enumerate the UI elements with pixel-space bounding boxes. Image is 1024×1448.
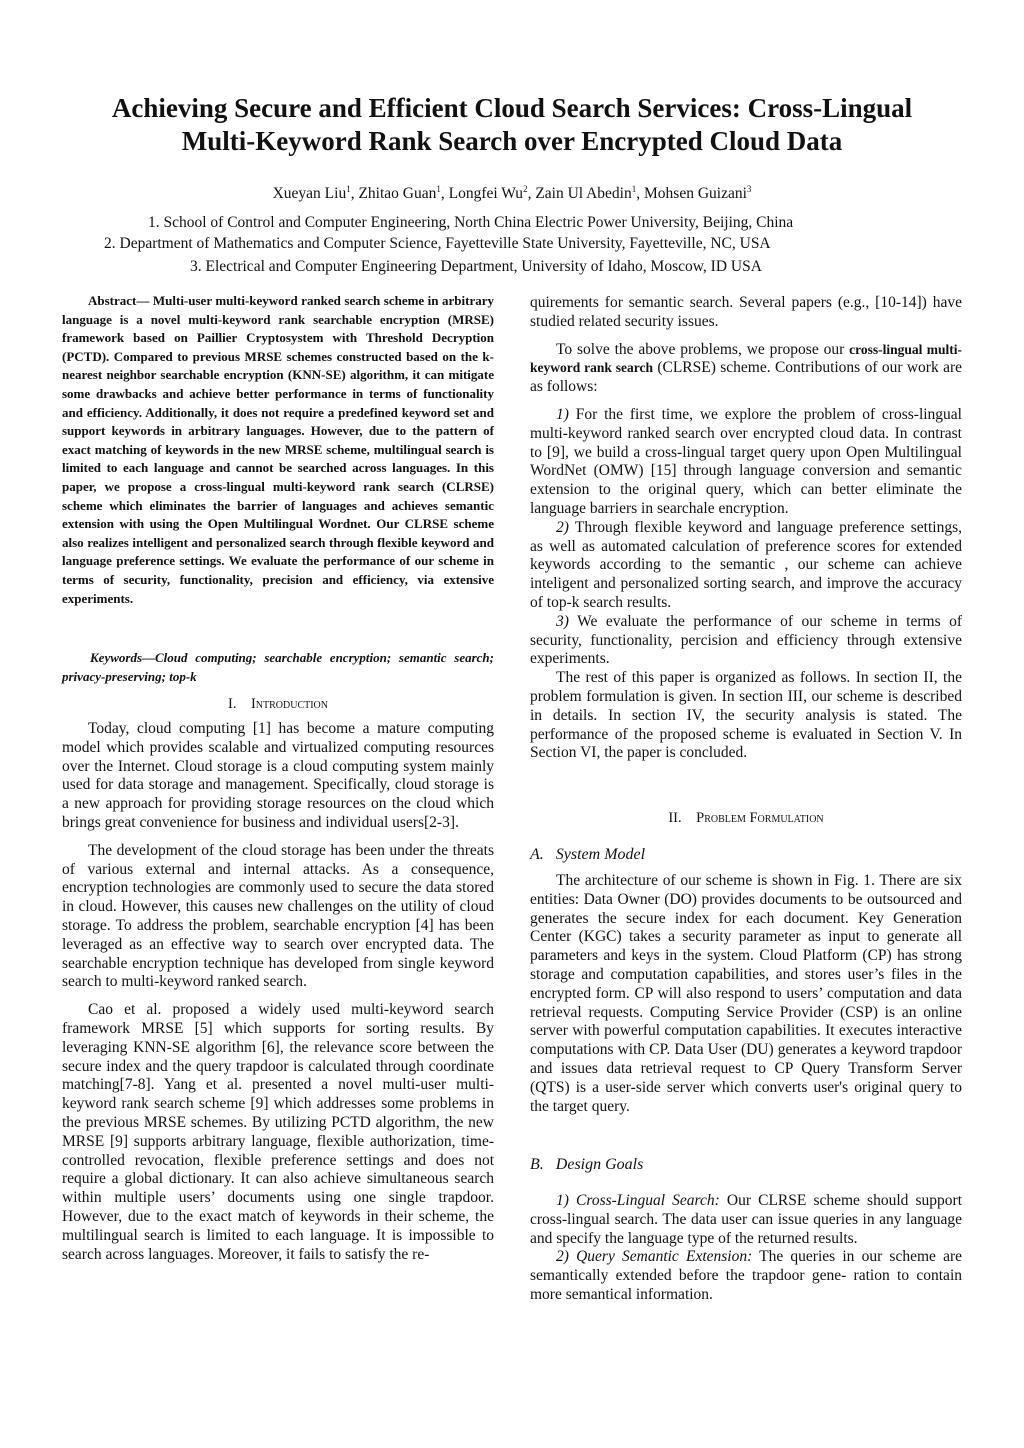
subsection-title: System Model (555, 846, 646, 863)
author-affiliation-mark: 1 (346, 183, 351, 194)
design-goal-label: 2) Query Semantic Extension: (556, 1248, 753, 1266)
contribution-item (530, 613, 962, 669)
text-run-bold: cross-lingual multi-keyword rank search (530, 341, 963, 376)
design-goal-item (530, 1248, 962, 1304)
section-title: Introduction (250, 696, 328, 712)
text-run: To solve the above problems, we propose our (556, 340, 850, 358)
contribution-item (530, 406, 962, 519)
author-name: Mohsen Guizani (644, 185, 747, 202)
author-name: Xueyan Liu (272, 185, 347, 202)
author-affiliation-mark: 3 (746, 183, 752, 194)
section-number: I. (227, 696, 237, 712)
item-number: 1) (556, 405, 569, 423)
subsection-heading-design-goals (530, 1156, 643, 1174)
item-number: 3) (556, 612, 569, 630)
paragraph: The architecture of our scheme is shown in Fig. 1. There are six entities: Data Owner (DO) provides documents to be outsourced and generates the secure index for each document. Key Generation Center (KGC) takes a security parameter as input to generate all parameters and keys in the system. Cloud Platform (CP) has strong storage and computation capabilities, and stores user’s files in the encrypted form. CP will also respond to users’ computation and data retrieval requests. Computing Service Provider (CSP) is an online server with powerful computation capabilities. It executes interactive computations with CP. Data User (DU) generates a keyword trapdoor and issues data retrieval request to CP Query Transform Server (QTS) is a user-side server which converts user's original query to the target query. (530, 872, 962, 1115)
author-name: Zain Ul Abedin (535, 185, 632, 202)
section-heading-introduction (62, 696, 494, 713)
keywords-text: —Cloud computing; searchable encryption; semantic search; privacy-preserving; top-k (62, 650, 494, 684)
paragraph: The development of the cloud storage has been under the threats of various external and internal attacks. As a consequence, encryption technologies are commonly used to secure the data stored in cloud. However, this causes new challenges on the utility of cloud storage. To address the problem, searchable encryption [4] has been leveraged as an effective way to search over encrypted data. The searchable encryption technique has developed from single keyword search to multi-keyword ranked search. (62, 841, 494, 991)
subsection-number: B. (530, 1156, 544, 1173)
affiliation-2: 2. Department of Mathematics and Computer Science, Fayetteville State University, Fayetteville, NC, USA (104, 235, 771, 252)
author-list: Xueyan Liu$^1$, Zhitao Guan$^1$, Longfei Wu$^2$, Zain Ul Abedin$^1$, Mohsen Guizani$^3$ (272, 183, 752, 202)
subsection-number: A. (530, 846, 544, 863)
section-title: Problem Formulation (696, 810, 824, 826)
item-number: 2) (556, 518, 569, 536)
paragraph: Today, cloud computing [1] has become a mature computing model which provides scalable and virtualized computing resources over the Internet. Cloud storage is a cloud computing system mainly used for data storage and management. Specifically, cloud storage is a new approach for providing storage resources on the cloud which brings great convenience for business and individual users[2-3]. (62, 720, 494, 831)
subsection-heading-system-model (530, 846, 645, 864)
item-text: Through flexible keyword and language preference settings, as well as automated calculation of preference scores for extended keywords according to the semantic , our scheme can achieve inteligent and personalized sorting search, and improve the accuracy of top-k search results. (530, 518, 962, 611)
paragraph: Cao et al. proposed a widely used multi-keyword search framework MRSE [5] which supports for sorting results. By leveraging KNN-SE algorithm [6], the relevance score between the secure index and the query trapdoor is calculated through coordinate matching[7-8]. Yang et al. presented a novel multi-user multi-keyword rank search scheme [9] which addresses some problems in the previous MRSE schemes. By utilizing PCTD algorithm, the new MRSE [9] supports arbitrary language, flexible authorization, time-controlled revocation, flexible preference settings and does not require a global dictionary. It can also achieve simultaneous search within multiple users’ documents using one single trapdoor. However, due to the exact match of keywords in their scheme, the multilingual search is limited to each language. It is impossible to search across languages. Moreover, it fails to satisfy the re- (62, 1001, 494, 1263)
design-goal-text: Our CLRSE scheme should support cross-lingual search. The data user can issue queries in any language and specify the language type of the returned results. (530, 1192, 963, 1247)
section-heading-problem-formulation (530, 810, 962, 827)
abstract-lead: Abstract— (88, 293, 150, 308)
paragraph: quirements for semantic search. Several papers (e.g., [10-14]) have studied related security issues. (530, 294, 962, 330)
design-goal-label: 1) Cross-Lingual Search: (556, 1192, 720, 1209)
item-text: For the first time, we explore the problem of cross-lingual multi-keyword ranked search over encrypted cloud data. In contrast to [9], we build a cross-lingual target query upon Open Multilingual WordNet (OMW) [15] through language conversion and semantic extension to the original query, which can better eliminate the language barriers in searchale encryption. (530, 405, 962, 517)
system-model-body (530, 872, 962, 1116)
keywords-lead: Keywords (90, 650, 142, 665)
item-text: We evaluate the performance of our scheme in terms of security, functionality, percision and efficiency through extensive experiments. (530, 612, 962, 668)
author-affiliation-mark: 2 (523, 183, 528, 194)
contribution-item (530, 519, 962, 613)
paper-title: Achieving Secure and Efficient Cloud Search Services: Cross-Lingual Multi-Keyword Rank Search over Encrypted Cloud Data (111, 93, 913, 156)
author-name: Longfei Wu (448, 185, 524, 202)
section-number: II. (668, 810, 682, 826)
keywords (62, 649, 494, 686)
subsection-title: Design Goals (555, 1156, 644, 1173)
intro-continued (530, 294, 962, 763)
affiliation-1: 1. School of Control and Computer Engineering, North China Electric Power University, Beijing, China (148, 214, 794, 231)
paragraph: The rest of this paper is organized as follows. In section II, the problem formulation is given. In section III, our scheme is described in details. In section IV, the security analysis is stated. The performance of the proposed scheme is evaluated in Section V. In Section VI, the paper is concluded. (530, 669, 962, 762)
design-goal-text: The queries in our scheme are semantically extended before the trapdoor gene- ration to contain more semantical information. (530, 1248, 962, 1303)
affiliation-3: 3. Electrical and Computer Engineering Department, University of Idaho, Moscow, ID USA (190, 258, 762, 275)
intro-body (62, 720, 494, 1264)
abstract (62, 292, 494, 608)
paragraph (530, 341, 962, 397)
author-affiliation-mark: 1 (436, 183, 441, 194)
author-name: Zhitao Guan (358, 185, 437, 202)
design-goals-body (530, 1192, 962, 1305)
text-run: (CLRSE) scheme. Contributions of our work are as follows: (530, 359, 962, 396)
design-goal-item (530, 1192, 962, 1248)
abstract-text: Multi-user multi-keyword ranked search scheme in arbitrary language is a novel multi-keyword rank searchable encryption (MRSE) framework based on Paillier Cryptosystem with Threshold Decryption (PCTD). Compared to previous MRSE schemes constructed based on the k-nearest neighbor searchable encryption (KNN-SE) algorithm, it can mitigate some drawbacks and achieve better performance in terms of functionality and efficiency. Additionally, it does not require a predefined keyword set and support keywords in arbitrary languages. However, due to the pattern of exact matching of keywords in the new MRSE scheme, multilingual search is limited to each language and cannot be searched across languages. In this paper, we propose a cross-lingual multi-keyword rank search (CLRSE) scheme which eliminates the barrier of languages and achieves semantic extension with using the Open Multilingual Wordnet. Our CLRSE scheme also realizes intelligent and personalized search through flexible keyword and language preference settings. We evaluate the performance of our scheme in terms of security, functionality, precision and efficiency, via extensive experiments. (62, 293, 494, 606)
author-affiliation-mark: 1 (631, 183, 637, 194)
